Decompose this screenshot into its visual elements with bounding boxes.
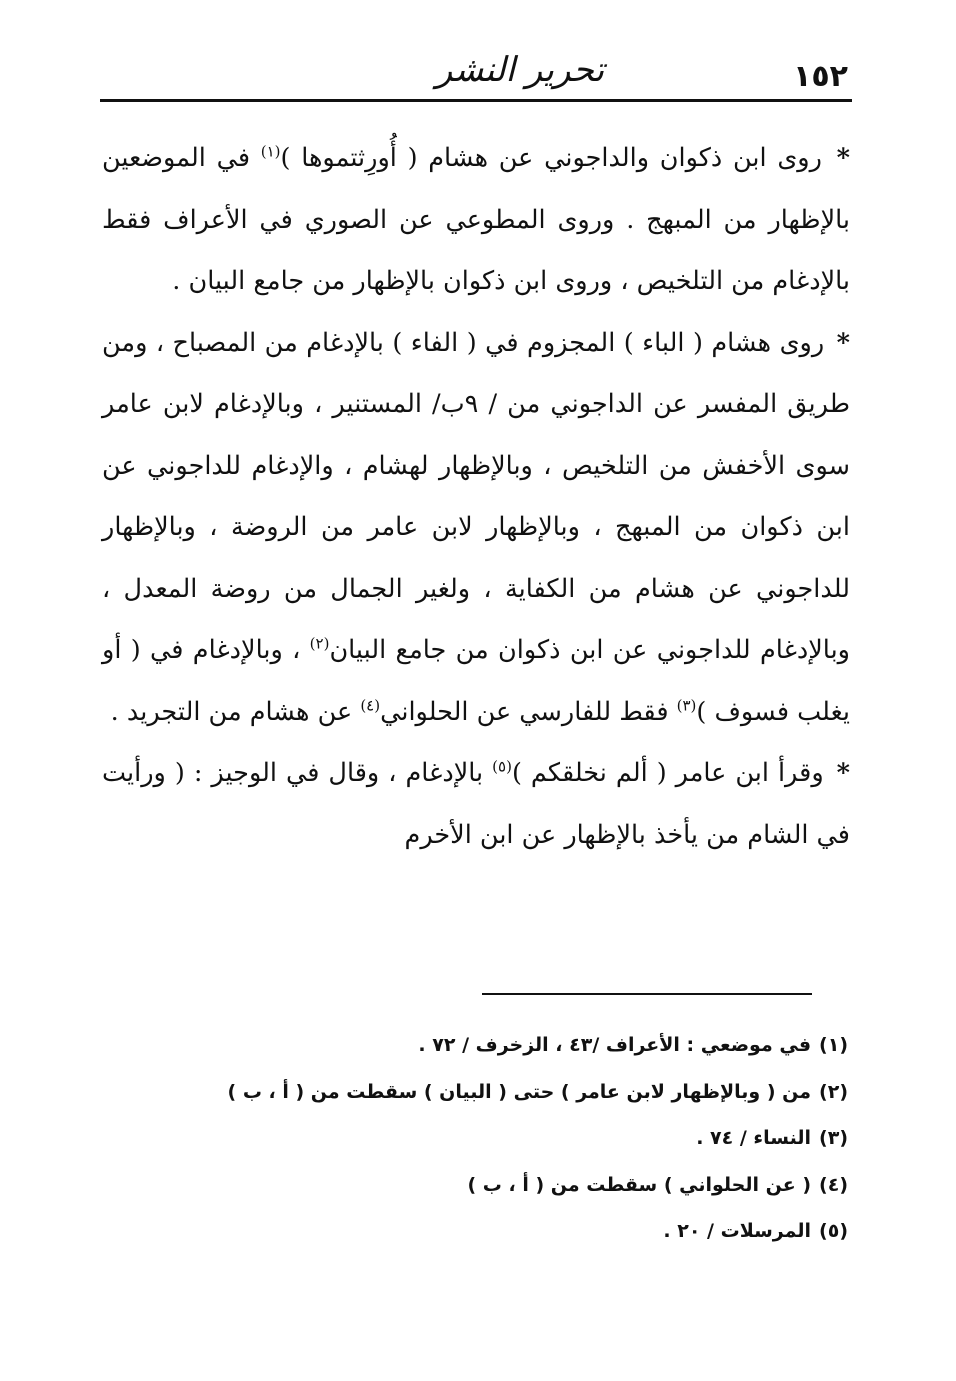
main-text [102, 128, 850, 866]
footnote-ref-1: (١) [260, 142, 281, 161]
footnote-text: في موضعي : الأعراف /٤٣ ، الزخرف / ٧٢ . [418, 1034, 812, 1056]
paragraph-2 [102, 313, 850, 744]
page-header [100, 38, 852, 102]
footnote-ref-2: (٢) [309, 634, 330, 653]
paragraph-1 [102, 128, 850, 313]
paragraph-text: فقط للفارسي عن الحلواني [380, 696, 677, 727]
footnote-ref-3: (٣) [676, 696, 697, 714]
footnote-number: (٤) [819, 1173, 848, 1196]
running-title: تحرير النشر [435, 50, 605, 90]
paragraph-marker: * [836, 327, 851, 358]
footnote-number: (١) [819, 1034, 848, 1056]
paragraph-text: ، وبالإدغام في ( أو يغلب فسوف ) [102, 635, 850, 727]
paragraph-text: روى هشام ( الباء ) المجزوم في ( الفاء ) بالإدغام من المصباح ، ومن طريق المفسر عن الداجوني من / ٩ب/ المستنير ، وبالإدغام لابن عامر سوى الأخفش من التلخيص ، وبالإظهار لهشام ، والإدغام للداجوني عن ابن ذكوان من المبهج ، وبالإظهار لابن عامر من الروضة ، وبالإظهار للداجوني عن هشام من الكفاية ، ولغير الجمال من روضة المعدل ، وبالإدغام للداجوني عن ابن ذكوان من جامع البيان [102, 327, 851, 665]
footnote-text: المرسلات / ٢٠ . [663, 1220, 812, 1242]
footnote-item [102, 1208, 848, 1255]
footnote-number: (٢) [819, 1080, 848, 1103]
paragraph-marker: * [836, 143, 850, 173]
footnote-ref-5: (٥) [492, 757, 512, 776]
footnote-item [102, 1115, 848, 1162]
paragraph-text: وقرأ ابن عامر ( ألم نخلقكم ) [511, 758, 824, 788]
paragraph-text: بالإدغام ، وقال في الوجيز : ( ورأيت في الشام من يأخذ بالإظهار عن ابن الأخرم [102, 758, 850, 850]
footnotes [102, 1022, 848, 1255]
footnote-item [102, 1022, 848, 1069]
footnote-item [102, 1069, 848, 1116]
footnote-text: ( عن الحلواني ) سقطت من ( أ ، ب ) [467, 1173, 812, 1196]
paragraph-marker: * [836, 758, 850, 788]
header-rule [100, 99, 852, 102]
page-number: ١٥٢ [793, 59, 848, 94]
footnote-number: (٥) [819, 1220, 848, 1242]
paragraph-text: عن هشام من التجريد . [110, 696, 361, 727]
paragraph-3 [102, 743, 850, 866]
footnote-text: من ( وبالإظهار لابن عامر ) حتى ( البيان ) سقطت من ( أ ، ب ) [227, 1080, 812, 1103]
footnote-item [102, 1162, 848, 1209]
footnote-number: (٣) [819, 1127, 848, 1149]
footnote-separator [482, 993, 812, 995]
paragraph-text: في الموضعين بالإظهار من المبهج . وروى المطوعي عن الصوري في الأعراف فقط بالإدغام من التلخيص ، وروى ابن ذكوان بالإظهار من جامع البيان . [102, 143, 850, 296]
footnote-ref-4: (٤) [360, 696, 381, 714]
footnote-text: النساء / ٧٤ . [696, 1127, 812, 1149]
paragraph-text: روى ابن ذكوان والداجوني عن هشام ( أُورِثتموها ) [280, 143, 822, 173]
